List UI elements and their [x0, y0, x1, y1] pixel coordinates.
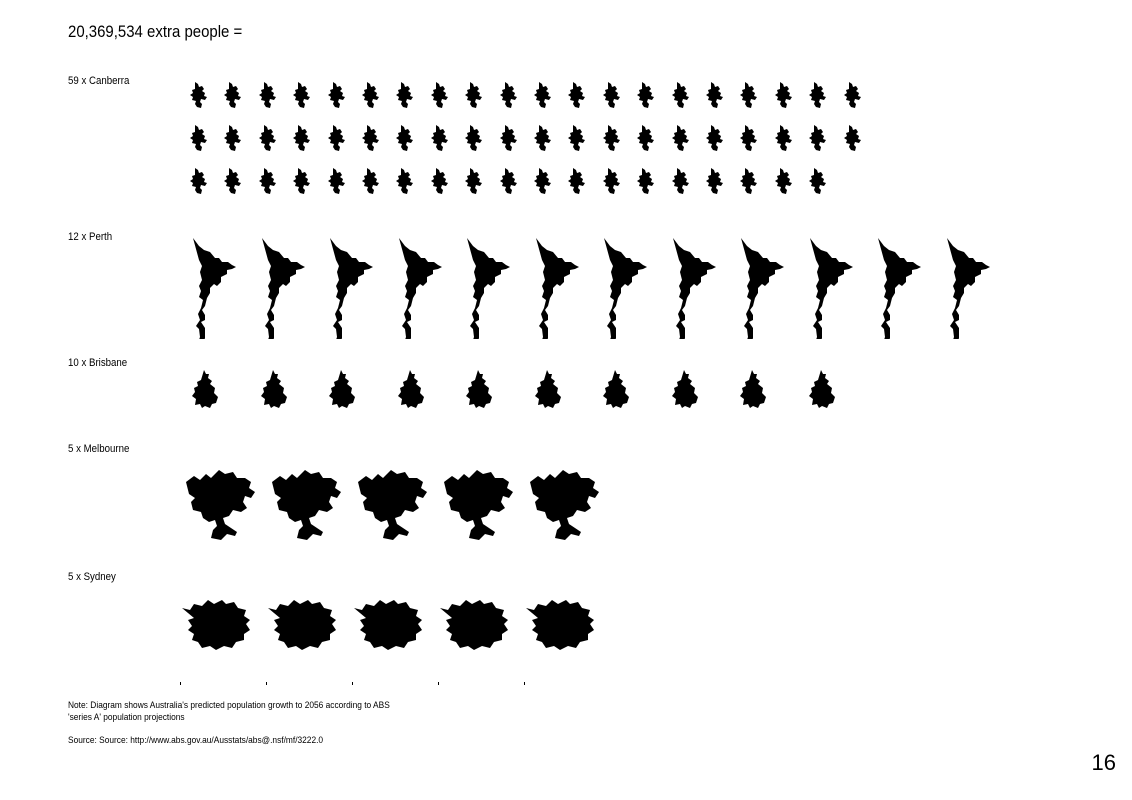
tick — [438, 682, 439, 685]
canberra-map-icon — [291, 81, 313, 109]
canberra-map-icon — [807, 81, 829, 109]
melbourne-map-icon — [526, 470, 602, 540]
canberra-map-icon — [842, 124, 864, 152]
canberra-map-icon — [635, 167, 657, 195]
canberra-map-icon — [498, 81, 520, 109]
canberra-map-icon — [532, 124, 554, 152]
brisbane-map-icon — [398, 370, 424, 408]
canberra-map-icon — [670, 81, 692, 109]
brisbane-map-icon — [603, 370, 629, 408]
canberra-map-icon — [738, 124, 760, 152]
canberra-map-icon — [326, 81, 348, 109]
brisbane-map-icon — [192, 370, 218, 408]
canberra-map-icon — [498, 124, 520, 152]
canberra-map-icon — [498, 167, 520, 195]
canberra-map-icon — [222, 81, 244, 109]
melbourne-map-icon — [440, 470, 516, 540]
canberra-map-icon — [188, 124, 210, 152]
canberra-map-icon — [222, 167, 244, 195]
canberra-map-icon — [463, 124, 485, 152]
group-label-brisbane: 10 x Brisbane — [68, 357, 128, 369]
canberra-map-icon — [601, 81, 623, 109]
canberra-map-icon — [257, 81, 279, 109]
note-line-2: 'series A' population projections — [68, 712, 185, 723]
group-label-melbourne: 5 x Melbourne — [68, 443, 130, 455]
brisbane-map-icon — [672, 370, 698, 408]
canberra-map-icon — [704, 167, 726, 195]
canberra-map-icon — [429, 167, 451, 195]
perth-map-icon — [875, 237, 921, 339]
canberra-map-icon — [738, 167, 760, 195]
note-line-1: Note: Diagram shows Australia's predicted population growth to 2056 according to ABS — [68, 700, 390, 711]
perth-map-icon — [601, 237, 647, 339]
canberra-map-icon — [429, 81, 451, 109]
perth-map-icon — [944, 237, 990, 339]
sydney-map-icon — [524, 598, 598, 650]
canberra-map-icon — [566, 167, 588, 195]
sydney-map-icon — [438, 598, 512, 650]
canberra-map-icon — [360, 167, 382, 195]
perth-map-icon — [259, 237, 305, 339]
brisbane-map-icon — [261, 370, 287, 408]
canberra-map-icon — [704, 81, 726, 109]
canberra-map-icon — [704, 124, 726, 152]
canberra-map-icon — [463, 81, 485, 109]
canberra-map-icon — [326, 167, 348, 195]
perth-map-icon — [190, 237, 236, 339]
page-number: 16 — [1091, 750, 1116, 775]
canberra-map-icon — [635, 81, 657, 109]
canberra-map-icon — [773, 124, 795, 152]
brisbane-map-icon — [809, 370, 835, 408]
tick — [352, 682, 353, 685]
group-label-sydney: 5 x Sydney — [68, 571, 116, 583]
canberra-map-icon — [635, 124, 657, 152]
melbourne-map-icon — [182, 470, 258, 540]
tick — [524, 682, 525, 685]
group-label-canberra: 59 x Canberra — [68, 75, 130, 87]
sydney-map-icon — [352, 598, 426, 650]
canberra-map-icon — [326, 124, 348, 152]
canberra-map-icon — [773, 167, 795, 195]
canberra-map-icon — [601, 167, 623, 195]
canberra-map-icon — [463, 167, 485, 195]
canberra-map-icon — [566, 81, 588, 109]
source-text: Source: Source: http://www.abs.gov.au/Ausstats/abs@.nsf/mf/3222.0 — [68, 735, 324, 746]
canberra-map-icon — [291, 167, 313, 195]
brisbane-map-icon — [466, 370, 492, 408]
melbourne-map-icon — [268, 470, 344, 540]
canberra-map-icon — [670, 124, 692, 152]
page-title: 20,369,534 extra people = — [68, 22, 243, 41]
canberra-map-icon — [566, 124, 588, 152]
sydney-map-icon — [266, 598, 340, 650]
canberra-map-icon — [842, 81, 864, 109]
canberra-map-icon — [222, 124, 244, 152]
perth-map-icon — [807, 237, 853, 339]
perth-map-icon — [396, 237, 442, 339]
perth-map-icon — [464, 237, 510, 339]
brisbane-map-icon — [535, 370, 561, 408]
canberra-map-icon — [257, 124, 279, 152]
perth-map-icon — [738, 237, 784, 339]
perth-map-icon — [670, 237, 716, 339]
canberra-map-icon — [601, 124, 623, 152]
canberra-map-icon — [773, 81, 795, 109]
canberra-map-icon — [738, 81, 760, 109]
tick — [266, 682, 267, 685]
canberra-map-icon — [394, 81, 416, 109]
canberra-map-icon — [394, 124, 416, 152]
brisbane-map-icon — [329, 370, 355, 408]
canberra-map-icon — [188, 81, 210, 109]
canberra-map-icon — [394, 167, 416, 195]
perth-map-icon — [327, 237, 373, 339]
brisbane-map-icon — [740, 370, 766, 408]
canberra-map-icon — [257, 167, 279, 195]
canberra-map-icon — [670, 167, 692, 195]
canberra-map-icon — [807, 124, 829, 152]
perth-map-icon — [533, 237, 579, 339]
canberra-map-icon — [291, 124, 313, 152]
canberra-map-icon — [807, 167, 829, 195]
canberra-map-icon — [532, 167, 554, 195]
canberra-map-icon — [360, 81, 382, 109]
canberra-map-icon — [532, 81, 554, 109]
group-label-perth: 12 x Perth — [68, 231, 113, 243]
canberra-map-icon — [429, 124, 451, 152]
sydney-map-icon — [180, 598, 254, 650]
melbourne-map-icon — [354, 470, 430, 540]
canberra-map-icon — [360, 124, 382, 152]
canberra-map-icon — [188, 167, 210, 195]
tick — [180, 682, 181, 685]
